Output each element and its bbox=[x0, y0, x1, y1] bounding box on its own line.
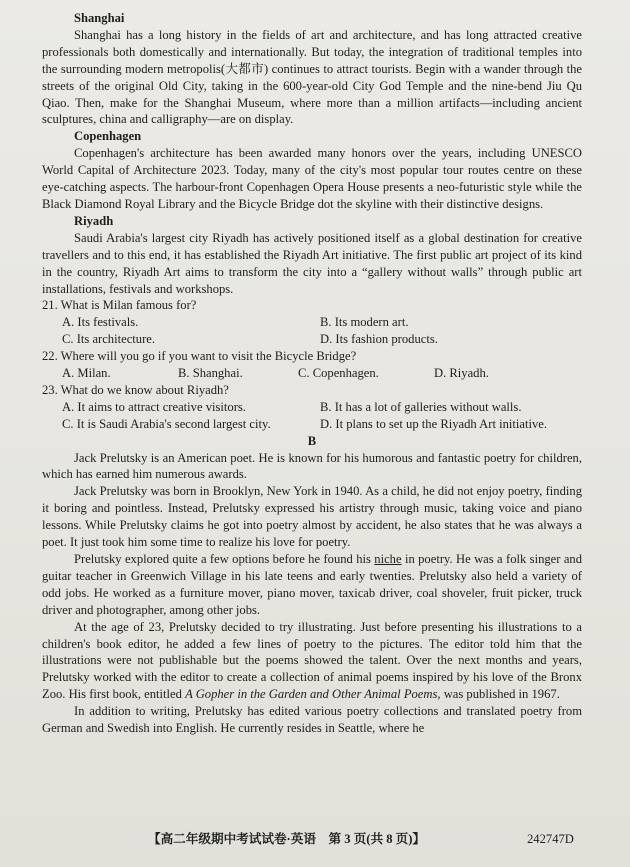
footer-exam-title: 【高二年级期中考试试卷·英语 第 3 页(共 8 页)】 bbox=[148, 832, 426, 846]
paragraph-b-4-start: At the age of 23, Prelutsky decided to try illustrating. Just before presenting his illustrations to a children's book editor, he added a few lines of poetry to the pictures. The editor told him that the illustrations were not publishable but the poems showed the talent. Over the next months and years, Prelutsky worked with the editor to create a collection of animal poems inspired by his love of the Bronx Zoo. His first book, entitled bbox=[42, 619, 582, 702]
paragraph-b-4 bbox=[42, 619, 582, 704]
paragraph-b-3-start: Prelutsky explored quite a few options before he found his bbox=[74, 552, 375, 566]
heading-shanghai: Shanghai bbox=[74, 11, 125, 25]
question-21-option-a: A. Its festivals. bbox=[62, 315, 139, 330]
paragraph-b-1: Jack Prelutsky is an American poet. He is known for his humorous and fantastic poetry for children, which has earned him numerous awards. bbox=[42, 450, 582, 482]
question-23-option-a: A. It aims to attract creative visitors. bbox=[62, 399, 246, 414]
question-22-option-c: C. Copenhagen. bbox=[298, 366, 379, 381]
paragraph-riyadh: Saudi Arabia's largest city Riyadh has actively positioned itself as a global destination for creative travellers and to this end, it has established the Riyadh Art initiative. The first public art project of its kind in the country, Riyadh Art aims to transform the city into a “gallery without walls” through public art installations, festivals and workshops. bbox=[42, 230, 582, 296]
question-22-stem: 22. Where will you go if you want to visit the Bicycle Bridge? bbox=[42, 349, 357, 364]
paragraph-b-5: In addition to writing, Prelutsky has edited various poetry collections and translated poetry from German and Swedish into English. He currently resides in Seattle, where he bbox=[42, 704, 582, 736]
section-b-label: B bbox=[307, 433, 317, 448]
question-21-stem: 21. What is Milan famous for? bbox=[42, 298, 197, 313]
footer-code: 242747D bbox=[527, 832, 574, 846]
paragraph-b-2: Jack Prelutsky was born in Brooklyn, New York in 1940. As a child, he did not enjoy poetry, finding it boring and pointless. Instead, Prelutsky expressed his artistry through music, taking voice and piano lessons. While Prelutsky claims he got into poetry almost by accident, he also states that he was always a poet. It just took him some time to realize his love for poetry. bbox=[42, 484, 582, 550]
question-21-options-row-2 bbox=[42, 331, 582, 348]
paragraph-b-4-end: , was published in 1967. bbox=[437, 687, 560, 702]
question-21-option-d: D. Its fashion products. bbox=[320, 332, 438, 347]
question-23-option-d: D. It plans to set up the Riyadh Art initiative. bbox=[320, 416, 548, 431]
paragraph-copenhagen: Copenhagen's architecture has been awarded many honors over the years, including UNESCO World Capital of Architecture 2023. Today, many of the city's most popular tour routes centre on these eye-catching aspects. The harbour-front Copenhagen Opera House presents a neo-futuristic style while the Black Diamond Royal Library and the Bicycle Bridge dot the skyline with their distinctive designs. bbox=[42, 146, 582, 211]
question-23-option-c: C. It is Saudi Arabia's second largest city. bbox=[62, 416, 271, 431]
question-23-options-row-1 bbox=[42, 399, 582, 416]
question-21-option-c: C. Its architecture. bbox=[62, 332, 156, 347]
heading-riyadh: Riyadh bbox=[74, 213, 114, 228]
question-23-stem: 23. What do we know about Riyadh? bbox=[42, 382, 229, 397]
question-21-option-b: B. Its modern art. bbox=[320, 315, 409, 330]
question-22-option-a: A. Milan. bbox=[62, 366, 111, 381]
question-21-options-row-1 bbox=[42, 314, 582, 331]
question-23-option-b: B. It has a lot of galleries without walls. bbox=[320, 399, 522, 414]
book-title: A Gopher in the Garden and Other Animal Poems bbox=[185, 687, 438, 702]
question-22-options-row bbox=[42, 365, 582, 382]
question-22-option-d: D. Riyadh. bbox=[434, 366, 489, 381]
underlined-word-niche: niche bbox=[374, 552, 402, 566]
heading-copenhagen: Copenhagen bbox=[74, 129, 142, 144]
paragraph-b-3-end: in poetry. He was a folk singer and guitar teacher in Greenwich Village in his late teens and early twenties. Prelutsky also held a variety of odd jobs. He worked as a furniture mover, piano mover, taxicab driver, coal shoveler, fruit picker, truck driver and photographer, among other jobs. bbox=[42, 552, 583, 617]
question-22-option-b: B. Shanghai. bbox=[178, 366, 243, 381]
question-23-options-row-2 bbox=[42, 416, 582, 433]
paragraph-shanghai: Shanghai has a long history in the fields of art and architecture, and has long attracted creative professionals both domestically and internationally. But today, the integration of traditional temples into the surrounding modern metropolis(大都市) continues to attract tourists. Begin with a wander through the streets of the original Old City, taking in the 600-year-old City God Temple and the nine-bend Jiu Qu Qiao. Then, make for the Shanghai Museum, where more than a million artifacts—including ancient sculptures, china and calligraphy—are on display. bbox=[42, 27, 582, 127]
paragraph-b-3 bbox=[42, 551, 582, 619]
